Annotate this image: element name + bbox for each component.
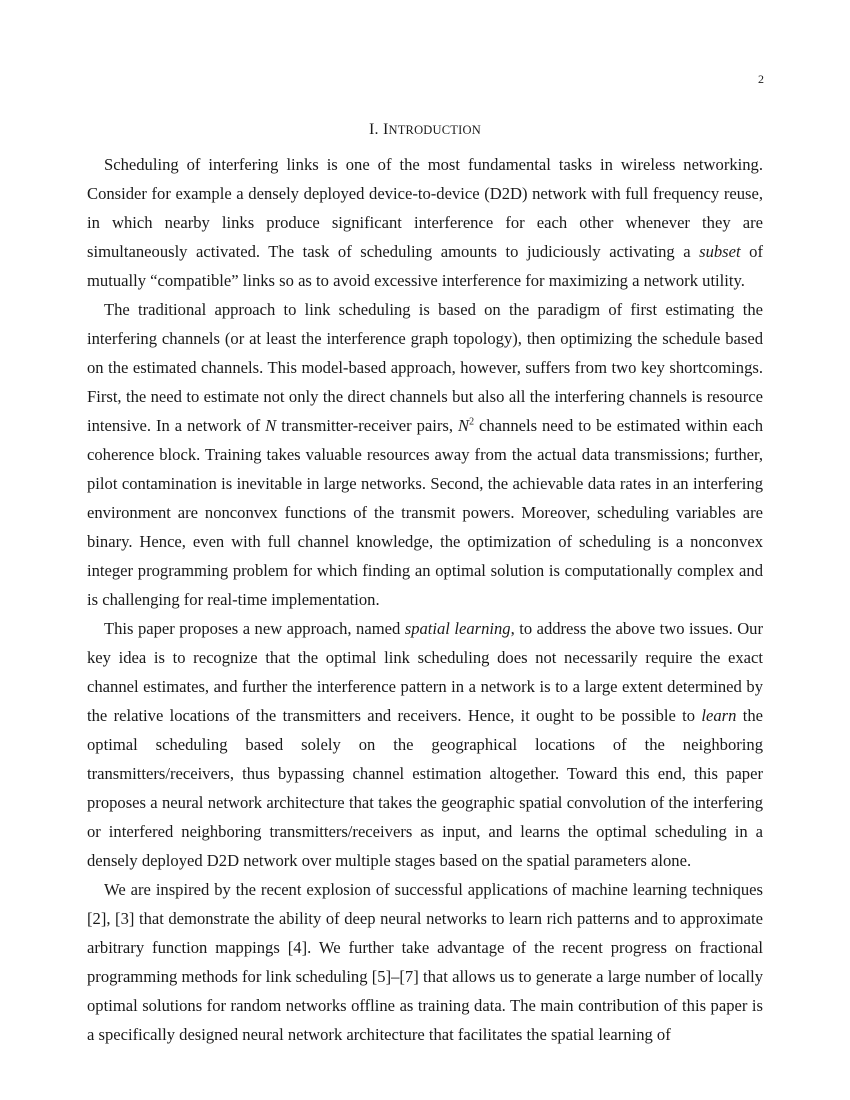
section-number: I. [369, 121, 379, 138]
section-heading [0, 121, 850, 139]
body-text [87, 150, 763, 1049]
paragraph-1 [87, 150, 763, 295]
text-span: This paper proposes a new approach, named [104, 619, 405, 638]
text-span: , to address the above two issues. Our key idea is to recognize that the optimal link scheduling does not necessarily require the exact channel estimates, and further the interference pattern in a network is to a large extent determined by the relative locations of the transmitters and receivers. Hence, it ought to be possible to [87, 619, 763, 725]
text-span: We are inspired by the recent explosion of successful applications of machine learning techniques [2], [3] that demonstrate the ability of deep neural networks to learn rich patterns and to approximate arbitrary function mappings [4]. We further take advantage of the recent progress on fractional programming methods for link scheduling [5]–[7] that allows us to generate a large number of locally optimal solutions for random networks offline as training data. The main contribution of this paper is a specifically designed neural network architecture that facilitates the spatial learning of [87, 880, 763, 1044]
text-span: Scheduling of interfering links is one of the most fundamental tasks in wireless networking. Consider for example a densely deployed device-to-device (D2D) network with full frequency reuse, in which nearby links produce significant interference for each other whenever they are simultaneously activated. The task of scheduling amounts to judiciously activating a [87, 155, 763, 261]
text-span: transmitter-receiver pairs, [276, 416, 458, 435]
page-number: 2 [758, 72, 764, 86]
math-exponent: 2 [469, 416, 475, 428]
text-span: of mutually “compatible” links so as to avoid excessive interference for maximizing a network utility. [87, 242, 763, 290]
paragraph-4 [87, 875, 763, 1049]
section-title-rest: NTRODUCTION [388, 123, 481, 137]
paragraph-3 [87, 614, 763, 875]
emphasis-spatial-learning: spatial learning [404, 619, 511, 638]
text-span: the optimal scheduling based solely on the geographical locations of the neighboring transmitters/receivers, thus bypassing channel estimation altogether. Toward this end, this paper proposes a neural network architecture that takes the geographic spatial convolution of the interfering or interfered neighboring transmitters/receivers as input, and learns the optimal scheduling in a densely deployed D2D network over multiple stages based on the spatial parameters alone. [87, 706, 764, 870]
math-n-squared-base: N [457, 416, 470, 435]
emphasis-subset: subset [699, 242, 741, 261]
text-span: The traditional approach to link scheduling is based on the paradigm of first estimating the interfering channels (or at least the interference graph topology), then optimizing the schedule based on the estimated channels. This model-based approach, however, suffers from two key shortcomings. First, the need to estimate not only the direct channels but also all the interfering channels is resource intensive. In a network of [87, 300, 763, 435]
section-title-initial: I [382, 121, 389, 138]
emphasis-learn: learn [701, 706, 737, 725]
paragraph-2 [87, 295, 763, 614]
math-n: N [265, 416, 277, 435]
text-span: channels need to be estimated within each coherence block. Training takes valuable resources away from the actual data transmissions; further, pilot contamination is inevitable in large networks. Second, the achievable data rates in an interfering environment are nonconvex functions of the transmit powers. Moreover, scheduling variables are binary. Hence, even with full channel knowledge, the optimization of scheduling is a nonconvex integer programming problem for which finding an optimal solution is computationally complex and is challenging for real-time implementation. [87, 416, 764, 609]
